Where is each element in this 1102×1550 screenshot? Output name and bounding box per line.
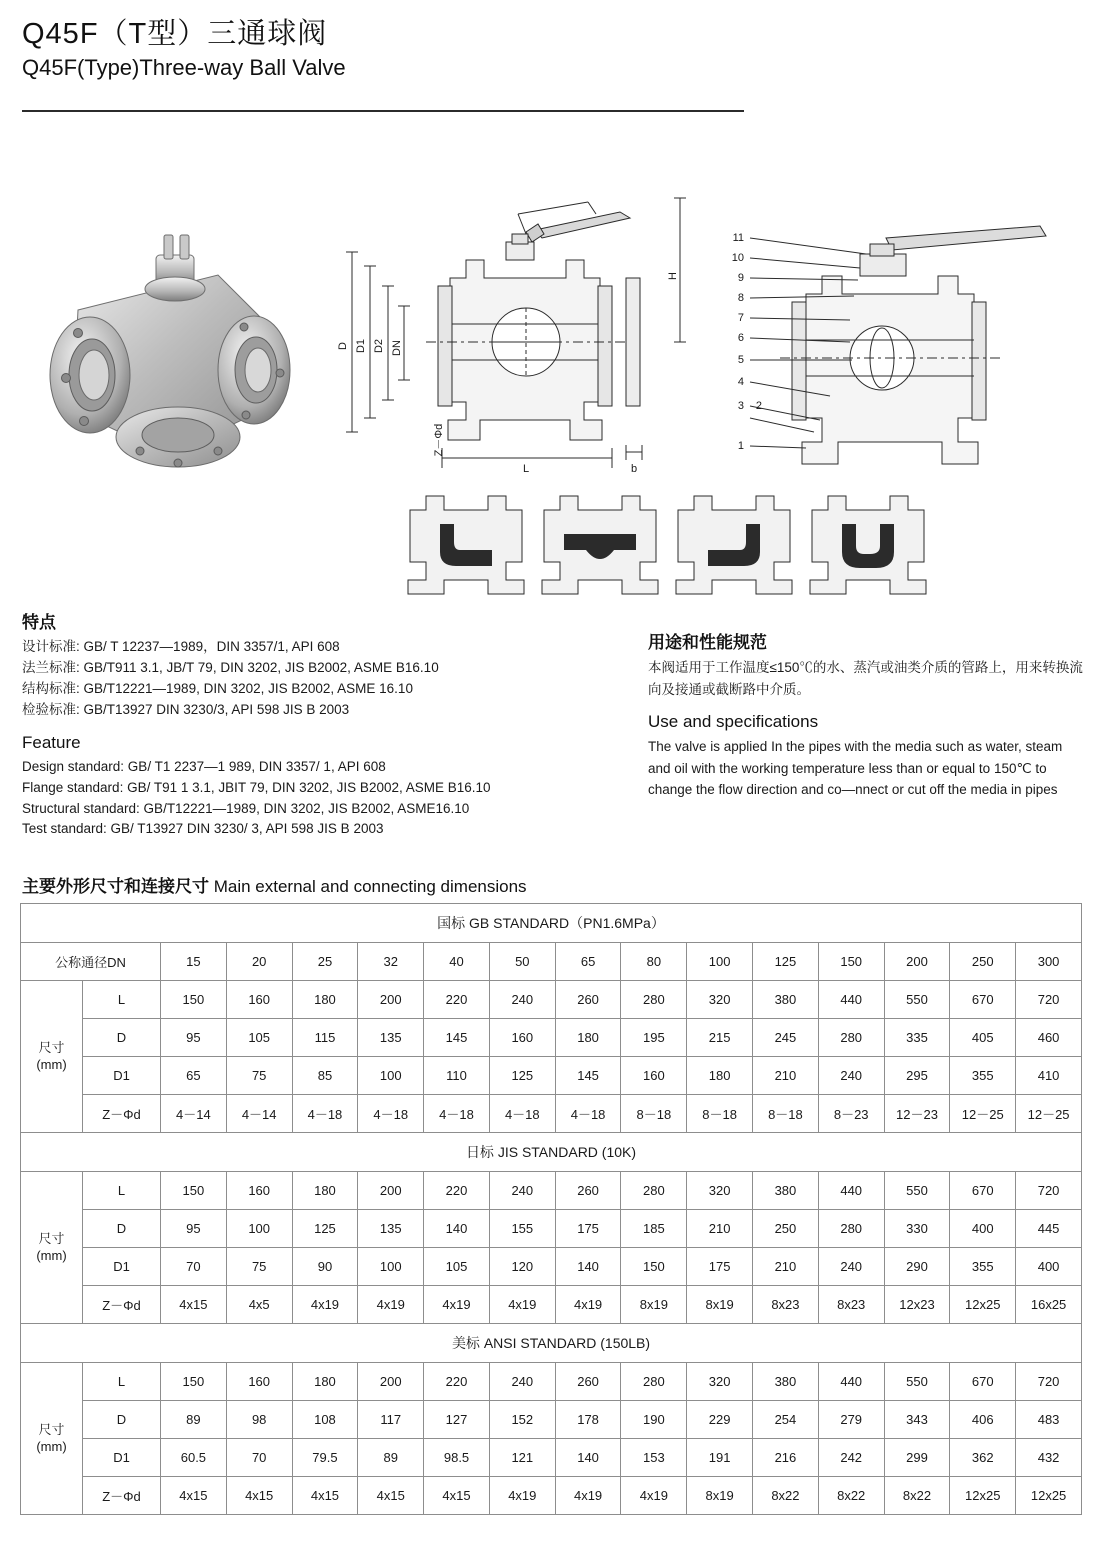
svg-text:4: 4 [737, 376, 744, 388]
feature-line-en-3: Structural standard: GB/T12221—1989, DIN 3202, JIS B2002, ASME16.10 [22, 800, 470, 816]
cell: 280 [621, 981, 687, 1019]
cell: 215 [687, 1019, 753, 1057]
cell: 229 [687, 1401, 753, 1439]
figures-area [0, 180, 1102, 600]
cell: 720 [1016, 981, 1082, 1019]
row-label: D [83, 1401, 161, 1439]
feature-heading-en: Feature [22, 732, 81, 752]
cell: 150 [621, 1248, 687, 1286]
cell: 220 [424, 981, 490, 1019]
cell: 90 [292, 1248, 358, 1286]
table-row [21, 1172, 1082, 1210]
band-label-jis: 日标 JIS STANDARD (10K) [21, 1133, 1082, 1172]
cell: 100 [358, 1057, 424, 1095]
table-band-row [21, 1324, 1082, 1363]
svg-text:b: b [630, 463, 638, 475]
dimension-drawing [330, 190, 700, 490]
cell: 242 [818, 1439, 884, 1477]
feature-block [22, 608, 632, 840]
cell: 178 [555, 1401, 621, 1439]
cell: 720 [1016, 1363, 1082, 1401]
cell: 145 [555, 1057, 621, 1095]
cell: 8x22 [818, 1477, 884, 1515]
cell: 180 [687, 1057, 753, 1095]
feature-line-en-1: Design standard: GB/ T1 2237—1 989, DIN 3357/ 1, API 608 [22, 758, 386, 774]
cell: 152 [489, 1401, 555, 1439]
svg-text:3: 3 [737, 400, 744, 412]
cell: 115 [292, 1019, 358, 1057]
usage-paragraph-en: The valve is applied In the pipes with the media such as water, steam and oil with the working temperature less than or equal to 150℃ to change the flow direction and co—nnect or cut off the media in pipes [648, 739, 1063, 798]
usage-paragraph-cn: 本阀适用于工作温度≤150℃的水、蒸汽或油类介质的管路上，用来转换流向及接通或截断路中介质。 [648, 660, 1083, 697]
cell: 160 [489, 1019, 555, 1057]
group-label-ansi [21, 1363, 83, 1515]
cell: 150 [161, 1172, 227, 1210]
cell: 8－23 [818, 1095, 884, 1133]
band-label-ansi: 美标 ANSI STANDARD (150LB) [21, 1324, 1082, 1363]
cell: 295 [884, 1057, 950, 1095]
cell: 210 [753, 1248, 819, 1286]
cell: 290 [884, 1248, 950, 1286]
row-label: D1 [83, 1439, 161, 1477]
cell: 95 [161, 1210, 227, 1248]
cell: 320 [687, 1172, 753, 1210]
cell: 355 [950, 1248, 1016, 1286]
cell: 12x25 [1016, 1477, 1082, 1515]
cell: 445 [1016, 1210, 1082, 1248]
row-label: D [83, 1210, 161, 1248]
cell: 4－14 [226, 1095, 292, 1133]
feature-line-cn-3: 结构标准: GB/T12221—1989, DIN 3202, JIS B2002, ASME 16.10 [22, 680, 413, 696]
cell: 95 [161, 1019, 227, 1057]
feature-line-cn-1: 设计标准: GB/ T 12237—1989，DIN 3357/1, API 608 [22, 639, 340, 654]
cell: 240 [489, 1363, 555, 1401]
cell: 4－18 [358, 1095, 424, 1133]
cell: 432 [1016, 1439, 1082, 1477]
cell: 240 [818, 1248, 884, 1286]
cell: 245 [753, 1019, 819, 1057]
cell: 200 [358, 981, 424, 1019]
dn-value: 32 [358, 943, 424, 981]
cell: 260 [555, 1363, 621, 1401]
cell: 4－18 [424, 1095, 490, 1133]
cell: 4－18 [292, 1095, 358, 1133]
group-label-line2: (mm) [36, 1056, 67, 1072]
cell: 8x22 [753, 1477, 819, 1515]
cell: 153 [621, 1439, 687, 1477]
dn-value: 100 [687, 943, 753, 981]
dn-value: 125 [753, 943, 819, 981]
cell: 98 [226, 1401, 292, 1439]
cell: 180 [292, 1363, 358, 1401]
svg-text:D1: D1 [355, 338, 367, 354]
cell: 125 [489, 1057, 555, 1095]
dn-value: 80 [621, 943, 687, 981]
cell: 105 [226, 1019, 292, 1057]
cell: 70 [161, 1248, 227, 1286]
cell: 550 [884, 1363, 950, 1401]
cell: 150 [161, 1363, 227, 1401]
cell: 4x15 [292, 1477, 358, 1515]
cell: 260 [555, 1172, 621, 1210]
cell: 180 [292, 1172, 358, 1210]
cell: 117 [358, 1401, 424, 1439]
cell: 670 [950, 1172, 1016, 1210]
cell: 120 [489, 1248, 555, 1286]
table-row [21, 1095, 1082, 1133]
cell: 160 [226, 981, 292, 1019]
cell: 140 [555, 1248, 621, 1286]
feature-line-cn-4: 检验标准: GB/T13927 DIN 3230/3, API 598 JIS B 2003 [22, 701, 350, 717]
cell: 180 [292, 981, 358, 1019]
flow-path-diagrams [400, 490, 930, 600]
cell: 8－18 [753, 1095, 819, 1133]
cell: 550 [884, 1172, 950, 1210]
cell: 4－14 [161, 1095, 227, 1133]
cell: 380 [753, 981, 819, 1019]
group-label-line1: 尺寸 [38, 1231, 65, 1247]
svg-text:9: 9 [737, 272, 744, 284]
cell: 260 [555, 981, 621, 1019]
cell: 460 [1016, 1019, 1082, 1057]
cell: 4x19 [424, 1286, 490, 1324]
cell: 150 [161, 981, 227, 1019]
cell: 200 [358, 1363, 424, 1401]
cell: 483 [1016, 1401, 1082, 1439]
cell: 210 [687, 1210, 753, 1248]
svg-text:5: 5 [737, 354, 744, 366]
cell: 4x15 [358, 1477, 424, 1515]
table-band-row [21, 904, 1082, 943]
cell: 100 [358, 1248, 424, 1286]
three-way-ball-valve-photo [18, 215, 328, 485]
cell: 8x23 [818, 1286, 884, 1324]
dn-value: 15 [161, 943, 227, 981]
cell: 98.5 [424, 1439, 490, 1477]
cell: 191 [687, 1439, 753, 1477]
row-label: L [83, 981, 161, 1019]
table-header-row [21, 943, 1082, 981]
cell: 280 [621, 1172, 687, 1210]
cell: 175 [687, 1248, 753, 1286]
cell: 240 [818, 1057, 884, 1095]
cell: 4x15 [161, 1286, 227, 1324]
row-label: D1 [83, 1057, 161, 1095]
cell: 330 [884, 1210, 950, 1248]
cell: 280 [621, 1363, 687, 1401]
feature-heading-cn: 特点 [22, 613, 56, 632]
svg-text:10: 10 [731, 252, 744, 264]
group-label-line2: (mm) [36, 1247, 67, 1263]
cell: 4x19 [555, 1286, 621, 1324]
cell: 175 [555, 1210, 621, 1248]
table-row [21, 1401, 1082, 1439]
cell: 12－25 [1016, 1095, 1082, 1133]
table-band-row [21, 1133, 1082, 1172]
cell: 12x25 [950, 1286, 1016, 1324]
cell: 105 [424, 1248, 490, 1286]
cell: 180 [555, 1019, 621, 1057]
row-label: Z－Φd [83, 1286, 161, 1324]
cell: 240 [489, 1172, 555, 1210]
dn-label: 公称通径DN [21, 943, 161, 981]
cell: 720 [1016, 1172, 1082, 1210]
dn-value: 40 [424, 943, 490, 981]
group-label-line1: 尺寸 [38, 1040, 65, 1056]
cell: 440 [818, 981, 884, 1019]
cell: 8x19 [687, 1477, 753, 1515]
table-row [21, 1477, 1082, 1515]
cell: 405 [950, 1019, 1016, 1057]
cell: 190 [621, 1401, 687, 1439]
cell: 160 [226, 1363, 292, 1401]
cell: 240 [489, 981, 555, 1019]
svg-text:D2: D2 [373, 338, 385, 354]
row-label: D [83, 1019, 161, 1057]
cell: 108 [292, 1401, 358, 1439]
cell: 4x19 [555, 1477, 621, 1515]
svg-text:2: 2 [755, 400, 762, 412]
dn-value: 65 [555, 943, 621, 981]
cell: 8x19 [621, 1286, 687, 1324]
svg-text:7: 7 [737, 312, 744, 324]
cell: 135 [358, 1019, 424, 1057]
group-label-line1: 尺寸 [38, 1422, 65, 1438]
row-label: Z－Φd [83, 1477, 161, 1515]
table-row [21, 1363, 1082, 1401]
page-title-en: Q45F(Type)Three-way Ball Valve [22, 55, 346, 81]
row-label: L [83, 1172, 161, 1210]
cell: 343 [884, 1401, 950, 1439]
cell: 4x5 [226, 1286, 292, 1324]
header-divider [22, 110, 744, 112]
row-label: D1 [83, 1248, 161, 1286]
cell: 216 [753, 1439, 819, 1477]
cell: 4x19 [621, 1477, 687, 1515]
table-row [21, 1286, 1082, 1324]
cell: 279 [818, 1401, 884, 1439]
cell: 85 [292, 1057, 358, 1095]
cell: 4x19 [292, 1286, 358, 1324]
cell: 250 [753, 1210, 819, 1248]
cell: 4－18 [489, 1095, 555, 1133]
cell: 89 [161, 1401, 227, 1439]
table-row [21, 981, 1082, 1019]
cell: 8x22 [884, 1477, 950, 1515]
cell: 200 [358, 1172, 424, 1210]
page-title-cn: Q45F（T型）三通球阀 [22, 18, 328, 50]
cell: 410 [1016, 1057, 1082, 1095]
feature-line-en-2: Flange standard: GB/ T91 1 3.1, JBIT 79, DIN 3202, JIS B2002, ASME B16.10 [22, 779, 491, 795]
cell: 254 [753, 1401, 819, 1439]
page-header [22, 18, 1082, 82]
cell: 406 [950, 1401, 1016, 1439]
cell: 320 [687, 981, 753, 1019]
cell: 320 [687, 1363, 753, 1401]
dn-value: 250 [950, 943, 1016, 981]
svg-text:Z－Φd: Z－Φd [433, 423, 445, 457]
row-label: Z－Φd [83, 1095, 161, 1133]
cell: 550 [884, 981, 950, 1019]
cell: 440 [818, 1172, 884, 1210]
parts-section-drawing [710, 210, 1090, 490]
cell: 16x25 [1016, 1286, 1082, 1324]
group-label-jis [21, 1172, 83, 1324]
cell: 8－18 [687, 1095, 753, 1133]
svg-text:8: 8 [737, 292, 744, 304]
cell: 335 [884, 1019, 950, 1057]
cell: 4x15 [226, 1477, 292, 1515]
cell: 220 [424, 1363, 490, 1401]
cell: 70 [226, 1439, 292, 1477]
table-row [21, 1439, 1082, 1477]
cell: 670 [950, 1363, 1016, 1401]
usage-heading-cn: 用途和性能规范 [648, 633, 767, 652]
cell: 127 [424, 1401, 490, 1439]
cell: 8x23 [753, 1286, 819, 1324]
cell: 160 [621, 1057, 687, 1095]
cell: 12－23 [884, 1095, 950, 1133]
cell: 12x23 [884, 1286, 950, 1324]
svg-text:DN: DN [391, 340, 403, 356]
cell: 400 [950, 1210, 1016, 1248]
cell: 299 [884, 1439, 950, 1477]
cell: 140 [424, 1210, 490, 1248]
table-row [21, 1210, 1082, 1248]
cell: 380 [753, 1172, 819, 1210]
dimensions-table [20, 903, 1082, 1515]
cell: 75 [226, 1248, 292, 1286]
cell: 89 [358, 1439, 424, 1477]
table-title-cn: 主要外形尺寸和连接尺寸 [22, 877, 209, 896]
cell: 400 [1016, 1248, 1082, 1286]
cell: 145 [424, 1019, 490, 1057]
cell: 160 [226, 1172, 292, 1210]
table-title [22, 872, 527, 897]
cell: 12x25 [950, 1477, 1016, 1515]
cell: 4x15 [424, 1477, 490, 1515]
cell: 135 [358, 1210, 424, 1248]
cell: 440 [818, 1363, 884, 1401]
table-row [21, 1057, 1082, 1095]
cell: 8x19 [687, 1286, 753, 1324]
svg-text:1: 1 [737, 440, 744, 452]
cell: 140 [555, 1439, 621, 1477]
cell: 280 [818, 1210, 884, 1248]
cell: 380 [753, 1363, 819, 1401]
cell: 220 [424, 1172, 490, 1210]
cell: 60.5 [161, 1439, 227, 1477]
band-label-gb: 国标 GB STANDARD（PN1.6MPa） [21, 904, 1082, 943]
table-row [21, 1019, 1082, 1057]
cell: 155 [489, 1210, 555, 1248]
feature-line-cn-2: 法兰标准: GB/T911 3.1, JB/T 79, DIN 3202, JIS B2002, ASME B16.10 [22, 659, 439, 675]
cell: 210 [753, 1057, 819, 1095]
cell: 195 [621, 1019, 687, 1057]
svg-text:H: H [667, 272, 679, 280]
usage-heading-en: Use and specifications [648, 712, 819, 732]
svg-text:L: L [522, 463, 530, 475]
cell: 12－25 [950, 1095, 1016, 1133]
group-label-line2: (mm) [36, 1438, 67, 1454]
group-label-gb [21, 981, 83, 1133]
cell: 355 [950, 1057, 1016, 1095]
cell: 362 [950, 1439, 1016, 1477]
dn-value: 150 [818, 943, 884, 981]
cell: 121 [489, 1439, 555, 1477]
dn-value: 50 [489, 943, 555, 981]
cell: 4x19 [489, 1286, 555, 1324]
table-row [21, 1248, 1082, 1286]
cell: 4x15 [161, 1477, 227, 1515]
dn-value: 300 [1016, 943, 1082, 981]
svg-text:6: 6 [737, 332, 744, 344]
cell: 185 [621, 1210, 687, 1248]
table-title-en: Main external and connecting dimensions [213, 877, 527, 896]
cell: 4x19 [358, 1286, 424, 1324]
svg-text:D: D [337, 342, 349, 350]
cell: 65 [161, 1057, 227, 1095]
cell: 75 [226, 1057, 292, 1095]
row-label: L [83, 1363, 161, 1401]
cell: 4x19 [489, 1477, 555, 1515]
cell: 100 [226, 1210, 292, 1248]
feature-line-en-4: Test standard: GB/ T13927 DIN 3230/ 3, API 598 JIS B 2003 [22, 821, 384, 837]
svg-text:11: 11 [732, 232, 744, 244]
cell: 8－18 [621, 1095, 687, 1133]
cell: 280 [818, 1019, 884, 1057]
dn-value: 25 [292, 943, 358, 981]
cell: 670 [950, 981, 1016, 1019]
dn-value: 200 [884, 943, 950, 981]
cell: 4－18 [555, 1095, 621, 1133]
cell: 79.5 [292, 1439, 358, 1477]
cell: 110 [424, 1057, 490, 1095]
usage-block [648, 628, 1088, 801]
cell: 125 [292, 1210, 358, 1248]
dn-value: 20 [226, 943, 292, 981]
